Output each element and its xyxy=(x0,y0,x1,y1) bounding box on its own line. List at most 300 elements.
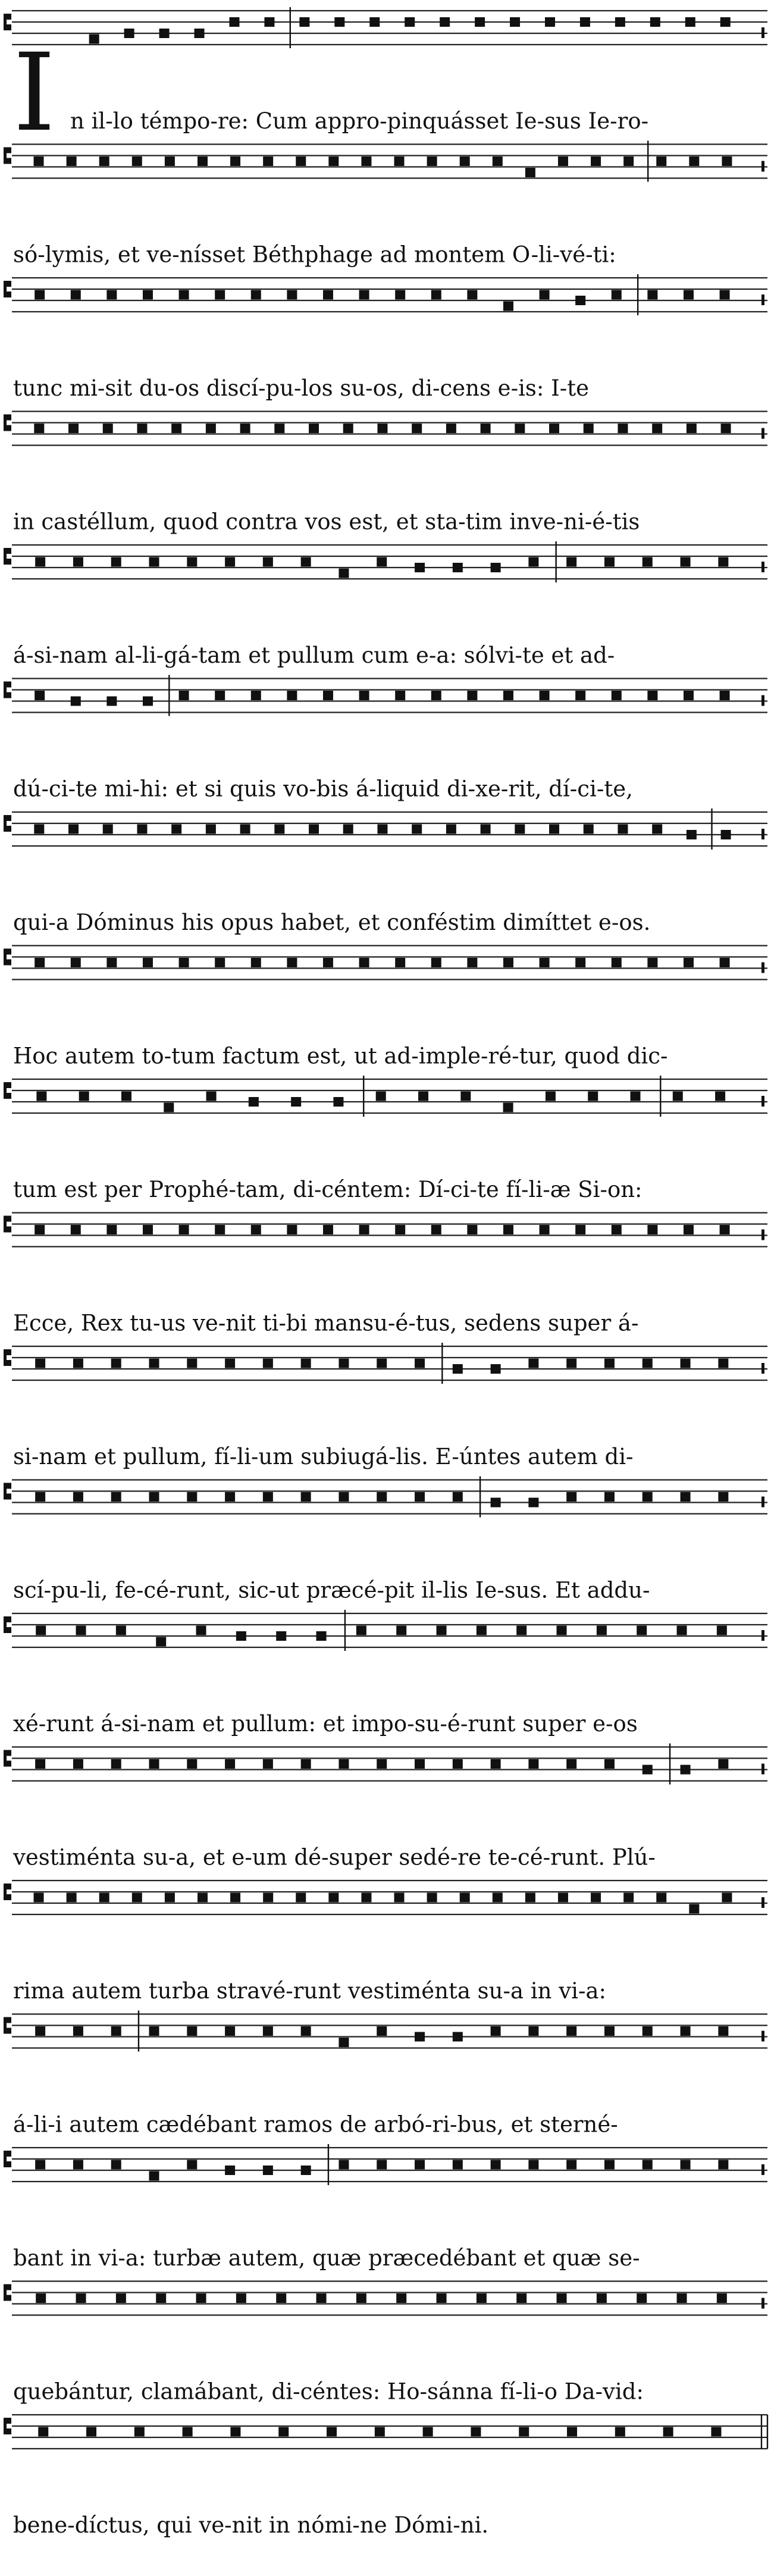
neume-punctum xyxy=(76,1626,86,1635)
neume-punctum xyxy=(263,1893,273,1903)
neume-punctum xyxy=(588,1092,598,1101)
c-clef-lower xyxy=(7,2295,11,2301)
neume-punctum xyxy=(34,825,44,834)
neume-punctum xyxy=(264,17,274,27)
neume-punctum xyxy=(327,2427,337,2437)
custos-icon xyxy=(761,1897,764,1908)
neume-punctum xyxy=(718,557,728,567)
staff-system xyxy=(4,7,767,134)
c-clef-lower xyxy=(7,292,11,297)
neume-punctum xyxy=(356,1626,366,1635)
neume-punctum xyxy=(652,825,662,834)
neume-punctum xyxy=(143,697,153,706)
neume-punctum xyxy=(339,569,349,578)
neume-punctum xyxy=(187,1492,197,1502)
neume-punctum xyxy=(263,1492,273,1502)
neume-punctum xyxy=(225,2026,235,2036)
neume-punctum xyxy=(143,1225,153,1234)
neume-punctum xyxy=(467,290,477,300)
neume-punctum xyxy=(642,2026,653,2036)
c-clef-icon xyxy=(4,548,7,565)
neume-punctum xyxy=(431,290,441,300)
staff-system xyxy=(4,412,767,535)
c-clef-lower xyxy=(7,1227,11,1233)
c-clef-icon xyxy=(4,148,7,164)
lyric-line: scí-pu-li, fe-cé-runt, sic-ut præcé-pit il-lis Ie-sus. Et addu- xyxy=(13,1577,650,1603)
neume-punctum xyxy=(73,2026,83,2036)
c-clef-icon xyxy=(4,2017,7,2034)
c-clef-lower xyxy=(7,1093,11,1099)
neume-punctum xyxy=(722,156,732,166)
neume-punctum xyxy=(647,691,657,700)
neume-punctum xyxy=(236,2293,246,2303)
neume-punctum xyxy=(591,156,601,166)
neume-punctum xyxy=(187,1359,197,1368)
neume-punctum xyxy=(412,424,422,433)
neume-punctum xyxy=(681,1359,691,1368)
custos-icon xyxy=(761,294,764,305)
lyric-line: dú-ci-te mi-hi: et si quis vo-bis á-liquid di-xe-rit, dí-ci-te, xyxy=(13,776,633,802)
neume-punctum xyxy=(418,1092,428,1101)
neume-punctum xyxy=(34,156,44,166)
neume-punctum xyxy=(149,557,159,567)
neume-punctum xyxy=(566,2026,576,2036)
neume-punctum xyxy=(276,1631,286,1641)
neume-punctum xyxy=(652,424,662,433)
neume-punctum xyxy=(647,1225,657,1234)
neume-punctum xyxy=(481,825,491,834)
neume-punctum xyxy=(460,156,470,166)
c-clef-lower xyxy=(7,960,11,966)
neume-punctum xyxy=(35,1759,45,1769)
lyric-line: in castéllum, quod contra vos est, et sta-tim inve-ni-é-tis xyxy=(13,509,640,535)
staff-system xyxy=(4,2415,767,2538)
neume-punctum xyxy=(612,958,622,967)
neume-punctum xyxy=(251,290,261,300)
neume-punctum xyxy=(156,2293,166,2303)
c-clef-lower xyxy=(7,692,11,698)
neume-punctum xyxy=(460,1893,470,1903)
neume-punctum xyxy=(415,2160,425,2170)
neume-punctum xyxy=(566,557,576,567)
neume-punctum xyxy=(453,1759,463,1769)
c-clef-upper xyxy=(7,1616,11,1622)
neume-punctum xyxy=(681,2026,691,2036)
neume-punctum xyxy=(316,1631,327,1641)
neume-punctum xyxy=(106,697,117,706)
c-clef-upper xyxy=(7,1750,11,1756)
neume-punctum xyxy=(377,2026,387,2036)
neume-punctum xyxy=(143,958,153,967)
neume-punctum xyxy=(525,168,535,177)
custos-icon xyxy=(761,1230,764,1240)
neume-punctum xyxy=(71,1225,81,1234)
neume-punctum xyxy=(467,691,477,700)
neume-punctum xyxy=(477,1626,487,1635)
neume-punctum xyxy=(604,1759,615,1769)
neume-punctum xyxy=(35,1359,45,1368)
neume-punctum xyxy=(263,1759,273,1769)
neume-punctum xyxy=(491,1498,501,1508)
neume-punctum xyxy=(132,1893,142,1903)
neume-punctum xyxy=(291,1097,301,1107)
custos-icon xyxy=(761,1497,764,1508)
neume-punctum xyxy=(79,1092,89,1101)
neume-punctum xyxy=(631,1092,641,1101)
lyric-line: á-li-i autem cædébant ramos de arbó-ri-bus, et sterné- xyxy=(13,2111,618,2138)
neume-punctum xyxy=(612,290,622,300)
neume-punctum xyxy=(453,2160,463,2170)
neume-punctum xyxy=(106,290,117,300)
c-clef-icon xyxy=(4,1349,7,1366)
neume-punctum xyxy=(301,1759,311,1769)
neume-punctum xyxy=(339,1492,349,1502)
neume-punctum xyxy=(558,1893,568,1903)
neume-punctum xyxy=(71,290,81,300)
neume-punctum xyxy=(111,2026,121,2036)
neume-punctum xyxy=(377,1759,387,1769)
neume-punctum xyxy=(121,1092,131,1101)
neume-punctum xyxy=(491,1759,501,1769)
neume-punctum xyxy=(343,424,353,433)
neume-punctum xyxy=(575,296,585,305)
neume-punctum xyxy=(612,1225,622,1234)
neume-punctum xyxy=(333,1097,343,1107)
neume-punctum xyxy=(516,1626,526,1635)
neume-punctum xyxy=(71,697,81,706)
neume-punctum xyxy=(240,424,250,433)
staff-system xyxy=(4,946,767,1069)
neume-punctum xyxy=(491,1364,501,1374)
neume-punctum xyxy=(431,691,441,700)
neume-punctum xyxy=(106,1225,117,1234)
neume-punctum xyxy=(717,1626,727,1635)
neume-punctum xyxy=(137,825,147,834)
neume-punctum xyxy=(519,2427,529,2437)
neume-punctum xyxy=(642,1765,653,1775)
neume-punctum xyxy=(111,557,121,567)
neume-punctum xyxy=(34,1893,44,1903)
c-clef-upper xyxy=(7,1483,11,1489)
neume-punctum xyxy=(567,2427,577,2437)
neume-punctum xyxy=(111,1492,121,1502)
neume-punctum xyxy=(711,2427,721,2437)
neume-punctum xyxy=(540,958,550,967)
neume-punctum xyxy=(394,156,405,166)
neume-punctum xyxy=(356,2293,366,2303)
neume-punctum xyxy=(149,1759,159,1769)
neume-punctum xyxy=(427,1893,437,1903)
neume-punctum xyxy=(251,1225,261,1234)
neume-punctum xyxy=(503,1225,513,1234)
neume-punctum xyxy=(684,290,694,300)
neume-punctum xyxy=(540,691,550,700)
neume-punctum xyxy=(36,1092,46,1101)
neume-punctum xyxy=(230,1893,240,1903)
neume-punctum xyxy=(195,29,205,38)
c-clef-icon xyxy=(4,2151,7,2167)
neume-punctum xyxy=(642,557,653,567)
neume-punctum xyxy=(503,691,513,700)
neume-punctum xyxy=(132,156,142,166)
neume-punctum xyxy=(405,17,415,27)
neume-punctum xyxy=(677,1626,687,1635)
neume-punctum xyxy=(35,1225,45,1234)
neume-punctum xyxy=(103,424,113,433)
neume-punctum xyxy=(301,1492,311,1502)
neume-punctum xyxy=(394,1893,405,1903)
staff-system xyxy=(4,274,767,401)
neume-punctum xyxy=(361,156,371,166)
neume-punctum xyxy=(287,691,297,700)
c-clef-upper xyxy=(7,1082,11,1088)
neume-punctum xyxy=(528,1498,538,1508)
neume-punctum xyxy=(575,958,585,967)
neume-punctum xyxy=(187,2026,197,2036)
staff-system xyxy=(4,2011,767,2138)
neume-punctum xyxy=(159,29,170,38)
neume-punctum xyxy=(274,825,284,834)
neume-punctum xyxy=(580,17,590,27)
neume-punctum xyxy=(196,2293,206,2303)
lyric-line: xé-runt á-si-nam et pullum: et impo-su-é-runt super e-os xyxy=(13,1711,638,1737)
c-clef-icon xyxy=(4,1884,7,1900)
neume-punctum xyxy=(491,2026,501,2036)
neume-punctum xyxy=(73,1759,83,1769)
neume-punctum xyxy=(647,958,657,967)
neume-punctum xyxy=(528,1359,538,1368)
neume-punctum xyxy=(377,2160,387,2170)
lyric-line: bant in vi-a: turbæ autem, quæ præcedébant et quæ se- xyxy=(13,2245,640,2271)
neume-punctum xyxy=(359,958,369,967)
neume-punctum xyxy=(597,1626,607,1635)
neume-punctum xyxy=(274,424,284,433)
neume-punctum xyxy=(437,2293,447,2303)
neume-punctum xyxy=(187,2160,197,2170)
neume-punctum xyxy=(687,424,697,433)
custos-icon xyxy=(761,2031,764,2042)
staff-system xyxy=(4,675,767,802)
neume-punctum xyxy=(206,1092,217,1101)
neume-punctum xyxy=(187,557,197,567)
c-clef-icon xyxy=(4,281,7,297)
c-clef-icon xyxy=(4,415,7,431)
neume-punctum xyxy=(263,2166,273,2175)
lyric-line: quebántur, clamábant, di-céntes: Ho-sánna fí-li-o Da-vid: xyxy=(13,2378,644,2405)
c-clef-lower xyxy=(7,2028,11,2034)
neume-punctum xyxy=(557,2293,567,2303)
neume-punctum xyxy=(681,1765,691,1775)
neume-punctum xyxy=(73,1359,83,1368)
neume-punctum xyxy=(165,156,175,166)
neume-punctum xyxy=(36,2293,46,2303)
neume-punctum xyxy=(437,1626,447,1635)
neume-punctum xyxy=(35,1492,45,1502)
staff-system xyxy=(4,1881,767,2004)
neume-punctum xyxy=(316,2293,327,2303)
neume-punctum xyxy=(263,1359,273,1368)
custos-icon xyxy=(761,1764,764,1775)
neume-punctum xyxy=(503,302,513,311)
neume-punctum xyxy=(604,557,615,567)
neume-punctum xyxy=(717,2293,727,2303)
c-clef-lower xyxy=(7,559,11,565)
neume-punctum xyxy=(718,1492,728,1502)
neume-punctum xyxy=(296,1893,306,1903)
neume-punctum xyxy=(650,17,660,27)
neume-punctum xyxy=(68,424,79,433)
custos-icon xyxy=(761,695,764,706)
neume-punctum xyxy=(720,691,730,700)
neume-punctum xyxy=(230,2427,240,2437)
neume-punctum xyxy=(604,2160,615,2170)
neume-punctum xyxy=(359,1225,369,1234)
neume-punctum xyxy=(377,825,387,834)
neume-punctum xyxy=(287,958,297,967)
custos-icon xyxy=(761,1096,764,1107)
neume-punctum xyxy=(73,557,83,567)
neume-punctum xyxy=(149,2026,159,2036)
neume-punctum xyxy=(149,2171,159,2181)
neume-punctum xyxy=(453,563,463,572)
c-clef-upper xyxy=(7,415,11,421)
c-clef-lower xyxy=(7,425,11,431)
neume-punctum xyxy=(597,2293,607,2303)
neume-punctum xyxy=(395,290,405,300)
neume-punctum xyxy=(36,1626,46,1635)
neume-punctum xyxy=(111,1759,121,1769)
neume-punctum xyxy=(343,825,353,834)
neume-punctum xyxy=(206,825,216,834)
neume-punctum xyxy=(546,1092,556,1101)
neume-punctum xyxy=(721,424,731,433)
neume-punctum xyxy=(623,156,634,166)
lyric-line: tum est per Prophé-tam, di-céntem: Dí-ci-te fí-li-æ Si-on: xyxy=(13,1177,642,1202)
neume-punctum xyxy=(323,691,333,700)
neume-punctum xyxy=(215,290,225,300)
lyric-line: bene-díctus, qui ve-nit in nómi-ne Dómi-ni. xyxy=(13,2512,489,2538)
neume-punctum xyxy=(516,2293,526,2303)
c-clef-icon xyxy=(4,1216,7,1233)
neume-punctum xyxy=(165,1893,175,1903)
neume-punctum xyxy=(35,958,45,967)
neume-punctum xyxy=(395,958,405,967)
neume-punctum xyxy=(642,1359,653,1368)
neume-punctum xyxy=(377,557,387,567)
neume-punctum xyxy=(584,424,594,433)
neume-punctum xyxy=(309,825,319,834)
neume-punctum xyxy=(557,1626,567,1635)
neume-punctum xyxy=(558,156,568,166)
neume-punctum xyxy=(183,2427,193,2437)
lyric-line: á-si-nam al-li-gá-tam et pullum cum e-a: sólvi-te et ad- xyxy=(13,643,615,668)
initial-letter: I xyxy=(13,31,56,155)
neume-punctum xyxy=(471,2427,481,2437)
neume-punctum xyxy=(689,1904,699,1914)
neume-punctum xyxy=(528,1759,538,1769)
c-clef-icon xyxy=(4,682,7,698)
lyric-line: Ecce, Rex tu-us ve-nit ti-bi mansu-é-tus, sedens super á- xyxy=(13,1310,639,1336)
neume-punctum xyxy=(334,17,344,27)
c-clef-lower xyxy=(7,2161,11,2167)
neume-punctum xyxy=(673,1092,683,1101)
neume-punctum xyxy=(395,1225,405,1234)
c-clef-upper xyxy=(7,1349,11,1355)
custos-icon xyxy=(761,829,764,839)
neume-punctum xyxy=(323,958,333,967)
c-clef-icon xyxy=(4,1616,7,1633)
neume-punctum xyxy=(196,1626,206,1635)
neume-punctum xyxy=(491,563,501,572)
neume-punctum xyxy=(467,1225,477,1234)
neume-punctum xyxy=(656,156,666,166)
neume-punctum xyxy=(493,156,503,166)
neume-punctum xyxy=(339,1759,349,1769)
neume-punctum xyxy=(604,1359,615,1368)
neume-punctum xyxy=(225,1359,235,1368)
neume-punctum xyxy=(684,958,694,967)
c-clef-upper xyxy=(7,949,11,955)
neume-punctum xyxy=(722,1893,732,1903)
neume-punctum xyxy=(575,1225,585,1234)
c-clef-icon xyxy=(4,2418,7,2434)
neume-punctum xyxy=(111,1359,121,1368)
neume-punctum xyxy=(134,2427,145,2437)
neume-punctum xyxy=(540,1225,550,1234)
neume-punctum xyxy=(460,1092,471,1101)
neume-punctum xyxy=(296,156,306,166)
neume-punctum xyxy=(412,825,422,834)
neume-punctum xyxy=(301,1359,311,1368)
neume-punctum xyxy=(287,1225,297,1234)
neume-punctum xyxy=(687,830,697,839)
staff-system xyxy=(4,541,767,668)
neume-punctum xyxy=(206,424,216,433)
neume-punctum xyxy=(685,17,695,27)
neume-punctum xyxy=(718,2026,728,2036)
neume-punctum xyxy=(116,2293,126,2303)
neume-punctum xyxy=(503,958,513,967)
neume-punctum xyxy=(263,156,273,166)
neume-punctum xyxy=(720,958,730,967)
neume-punctum xyxy=(99,156,109,166)
neume-punctum xyxy=(276,2293,286,2303)
neume-punctum xyxy=(525,1893,535,1903)
lyric-line: rima autem turba stravé-runt vestiménta su-a in vi-a: xyxy=(13,1978,607,2004)
neume-punctum xyxy=(415,1759,425,1769)
staff-system xyxy=(4,808,767,935)
neume-punctum xyxy=(301,2166,311,2175)
neume-punctum xyxy=(86,2427,96,2437)
neume-punctum xyxy=(143,290,153,300)
neume-punctum xyxy=(612,691,622,700)
neume-punctum xyxy=(339,1359,349,1368)
neume-punctum xyxy=(309,424,319,433)
neume-punctum xyxy=(528,557,538,567)
c-clef-icon xyxy=(4,949,7,966)
neume-punctum xyxy=(249,1097,259,1107)
neume-punctum xyxy=(591,1893,601,1903)
neume-punctum xyxy=(375,2427,385,2437)
staff-systems xyxy=(4,7,767,2538)
neume-punctum xyxy=(225,557,235,567)
c-clef-upper xyxy=(7,2284,11,2290)
neume-punctum xyxy=(179,958,189,967)
neume-punctum xyxy=(301,557,311,567)
c-clef-lower xyxy=(7,1360,11,1366)
neume-punctum xyxy=(415,2032,425,2042)
neume-punctum xyxy=(116,1626,126,1635)
